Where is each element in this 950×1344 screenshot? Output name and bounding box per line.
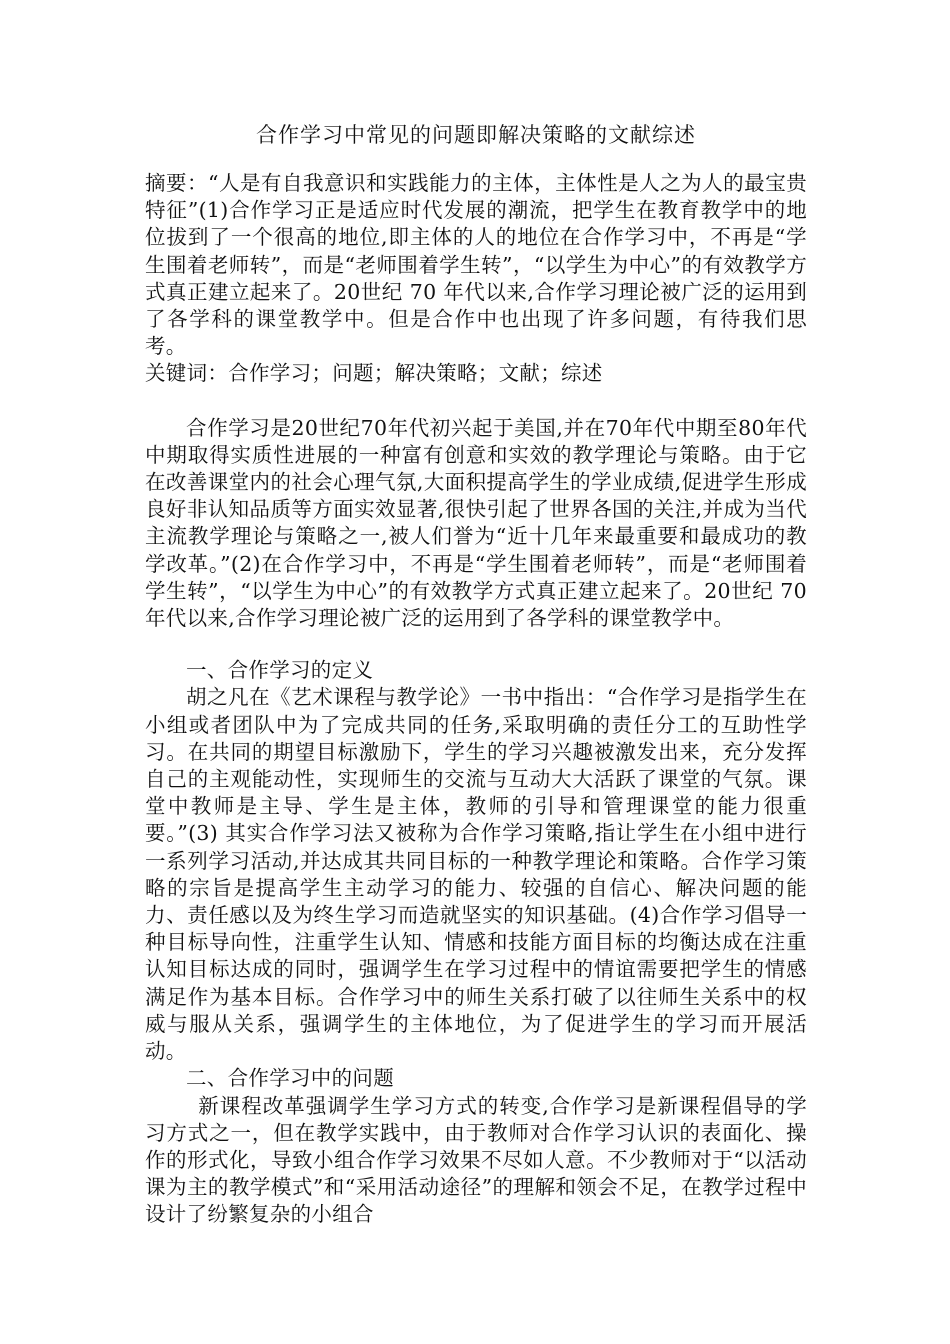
- document-title: 合作学习中常见的问题即解决策略的文献综述: [256, 123, 696, 147]
- section-heading-problems: 二、合作学习中的问题: [186, 1066, 394, 1091]
- keywords-line: 关键词：合作学习；问题；解决策略；文献；综述: [145, 361, 603, 386]
- abstract-paragraph: 摘要：“人是有自我意识和实践能力的主体，主体性是人之为人的最宝贵特征”(1)合作学习正是适应时代发展的潮流，把学生在教育教学中的地位拔到了一个很高的地位,即主体的人的地位在合作学习中，不再是“学生围着老师转”，而是“老师围着学生转”，“以学生为中心”的有效教学方式真正建立起来了。20世纪 70 年代以来,合作学习理论被广泛的运用到了各学科的课堂教学中。但是合作中也出现了许多问题，有待我们思考。: [145, 171, 807, 359]
- spacer: [145, 388, 807, 415]
- definition-paragraph: 胡之凡在《艺术课程与教学论》一书中指出：“合作学习是指学生在小组或者团队中为了完成共同的任务,采取明确的责任分工的互助性学习。在共同的期望目标激励下，学生的学习兴趣被激发出来，充分发挥自己的主观能动性，实现师生的交流与互动大大活跃了课堂的气氛。课堂中教师是主导、学生是主体，教师的引导和管理课堂的能力很重要。”(3) 其实合作学习法又被称为合作学习策略,指让学生在小组中进行一系列学习活动,并达成其共同目标的一种教学理论和策略。合作学习策略的宗旨是提高学生主动学习的能力、较强的自信心、解决问题的能力、责任感以及为终生学习而造就坚实的知识基础。(4)合作学习倡导一种目标导向性，注重学生认知、情感和技能方面目标的均衡达成在注重认知目标达成的同时，强调学生在学习过程中的情谊需要把学生的情感满足作为基本目标。合作学习中的师生关系打破了以往师生关系中的权威与服从关系，强调学生的主体地位，为了促进学生的学习而开展活动。: [145, 685, 807, 1064]
- problems-paragraph: 新课程改革强调学生学习方式的转变,合作学习是新课程倡导的学习方式之一，但在教学实践中，由于教师对合作学习认识的表面化、操作的形式化，导致小组合作学习效果不尽如人意。不少教师对于“以活动课为主的教学模式”和“采用活动途径”的理解和领会不足，在教学过程中设计了纷繁复杂的小组合: [145, 1093, 807, 1227]
- intro-paragraph: 合作学习是20世纪70年代初兴起于美国,并在70年代中期至80年代中期取得实质性进展的一种富有创意和实效的教学理论与策略。由于它在改善课堂内的社会心理气氛,大面积提高学生的学业成绩,促进学生形成良好非认知品质等方面实效显著,很快引起了世界各国的关注,并成为当代主流教学理论与策略之一,被人们誉为“近十几年来最重要和最成功的教学改革。”(2)在合作学习中，不再是“学生围着老师转”，而是“老师围着学生转”，“以学生为中心”的有效教学方式真正建立起来了。20世纪 70 年代以来,合作学习理论被广泛的运用到了各学科的课堂教学中。: [145, 415, 807, 631]
- spacer: [145, 632, 807, 657]
- section-heading-definition: 一、合作学习的定义: [186, 658, 374, 683]
- document-page: [145, 118, 807, 1229]
